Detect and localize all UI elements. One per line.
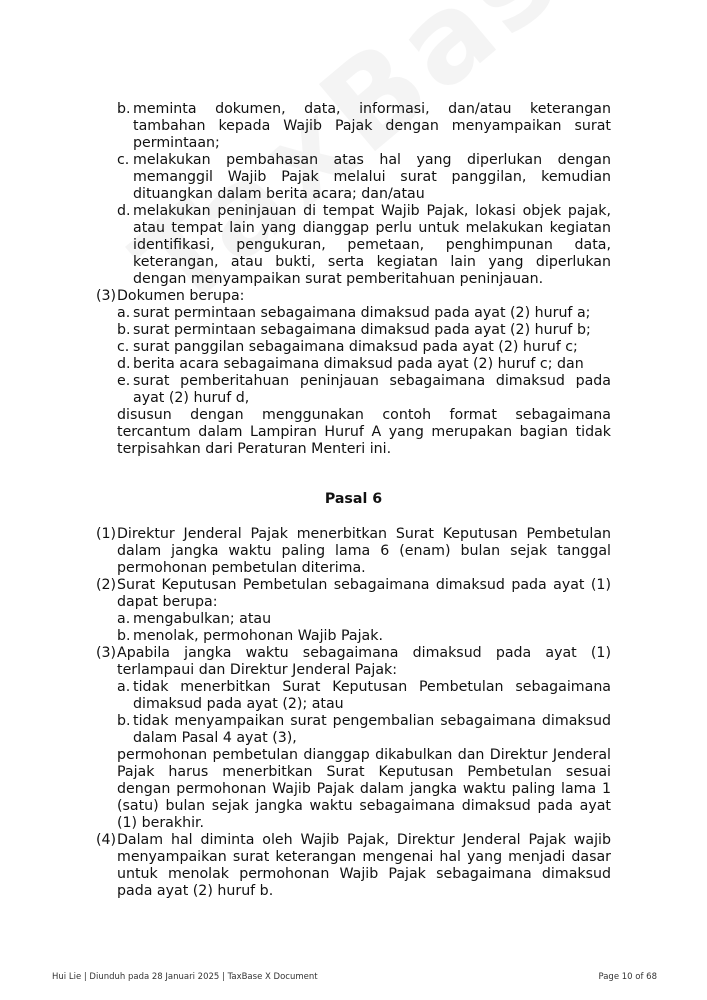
item-text: berita acara sebagaimana dimaksud pada ayat (2) huruf c; dan [133,356,584,372]
footer-download-info: Hui Lie | Diunduh pada 28 Januari 2025 | TaxBase X Document [52,972,318,982]
item-text: menolak, permohonan Wajib Pajak. [133,628,383,644]
ayat-label: (3) [96,288,117,304]
ayat-label: (3) [96,645,117,661]
ayat-2 [96,577,611,611]
item-label: a. [117,305,131,321]
ayat-label: (1) [96,526,117,542]
ayat-text: Dalam hal diminta oleh Wajib Pajak, Direktur Jenderal Pajak wajib menyampaikan surat keterangan mengenai hal yang menjadi dasar untuk menolak permohonan Wajib Pajak sebagaimana dimaksud pada ayat (2) huruf b. [117,832,611,899]
item-text: mengabulkan; atau [133,611,272,627]
list-item [96,339,611,356]
item-text: melakukan peninjauan di tempat Wajib Pajak, lokasi objek pajak, atau tempat lain yang dianggap perlu untuk melakukan kegiatan identifikasi, pengukuran, pemetaan, penghimpunan data, keterangan, atau bukti, serta kegiatan lain yang diperlukan dengan menyampaikan surat pemberitahuan peninjauan. [133,203,611,287]
list-item [96,101,611,152]
list-item [96,679,611,713]
item-text: surat pemberitahuan peninjauan sebagaimana dimaksud pada ayat (2) huruf d, [133,373,611,406]
ayat-closing-text: disusun dengan menggunakan contoh format sebagaimana tercantum dalam Lampiran Huruf A yang merupakan bagian tidak terpisahkan dari Peraturan Menteri ini. [117,407,611,457]
item-text: surat permintaan sebagaimana dimaksud pada ayat (2) huruf a; [133,305,591,321]
item-label: b. [117,101,131,117]
ayat-text: Apabila jangka waktu sebagaimana dimaksud pada ayat (1) terlampaui dan Direktur Jenderal Pajak: [117,645,611,678]
ayat-text: Direktur Jenderal Pajak menerbitkan Surat Keputusan Pembetulan dalam jangka waktu paling lama 6 (enam) bulan sejak tanggal permohonan pembetulan diterima. [117,526,611,576]
ayat-3 [96,645,611,679]
ayat-label: (2) [96,577,117,593]
document-body [96,101,611,900]
item-label: e. [117,373,131,389]
item-text: tidak menerbitkan Surat Keputusan Pembetulan sebagaimana dimaksud pada ayat (2); atau [133,679,611,712]
item-label: b. [117,322,131,338]
item-label: b. [117,628,131,644]
list-item [96,713,611,747]
section-title: Pasal 6 [324,491,383,507]
list-item [96,611,611,628]
page-footer [52,972,657,982]
ayat-3 [96,288,611,305]
item-text: surat permintaan sebagaimana dimaksud pada ayat (2) huruf b; [133,322,591,338]
ayat-1 [96,526,611,577]
list-item [96,305,611,322]
ayat-closing-text: permohonan pembetulan dianggap dikabulkan dan Direktur Jenderal Pajak harus menerbitkan Surat Keputusan Pembetulan sesuai dengan permohonan Wajib Pajak dalam jangka waktu paling lama 1 (satu) bulan sejak jangka waktu sebagaimana dimaksud pada ayat (1) berakhir. [117,747,611,831]
ayat-label: (4) [96,832,117,848]
page-number: Page 10 of 68 [598,972,657,982]
item-label: a. [117,611,131,627]
list-item [96,322,611,339]
list-item [96,152,611,203]
list-item [96,628,611,645]
item-label: c. [117,339,130,355]
ayat-text: Dokumen berupa: [117,288,245,304]
list-item [96,356,611,373]
item-text: surat panggilan sebagaimana dimaksud pada ayat (2) huruf c; [133,339,578,355]
list-item [96,373,611,407]
item-label: d. [117,356,131,372]
list-item [96,203,611,288]
item-text: tidak menyampaikan surat pengembalian sebagaimana dimaksud dalam Pasal 4 ayat (3), [133,713,611,746]
item-text: melakukan pembahasan atas hal yang diperlukan dengan memanggil Wajib Pajak melalui surat panggilan, kemudian dituangkan dalam berita acara; dan/atau [133,152,611,202]
item-label: b. [117,713,131,729]
item-label: c. [117,152,130,168]
ayat-text: Surat Keputusan Pembetulan sebagaimana dimaksud pada ayat (1) dapat berupa: [117,577,611,610]
item-text: meminta dokumen, data, informasi, dan/atau keterangan tambahan kepada Wajib Pajak dengan menyampaikan surat permintaan; [133,101,611,151]
ayat-4 [96,832,611,900]
item-label: d. [117,203,131,219]
item-label: a. [117,679,131,695]
